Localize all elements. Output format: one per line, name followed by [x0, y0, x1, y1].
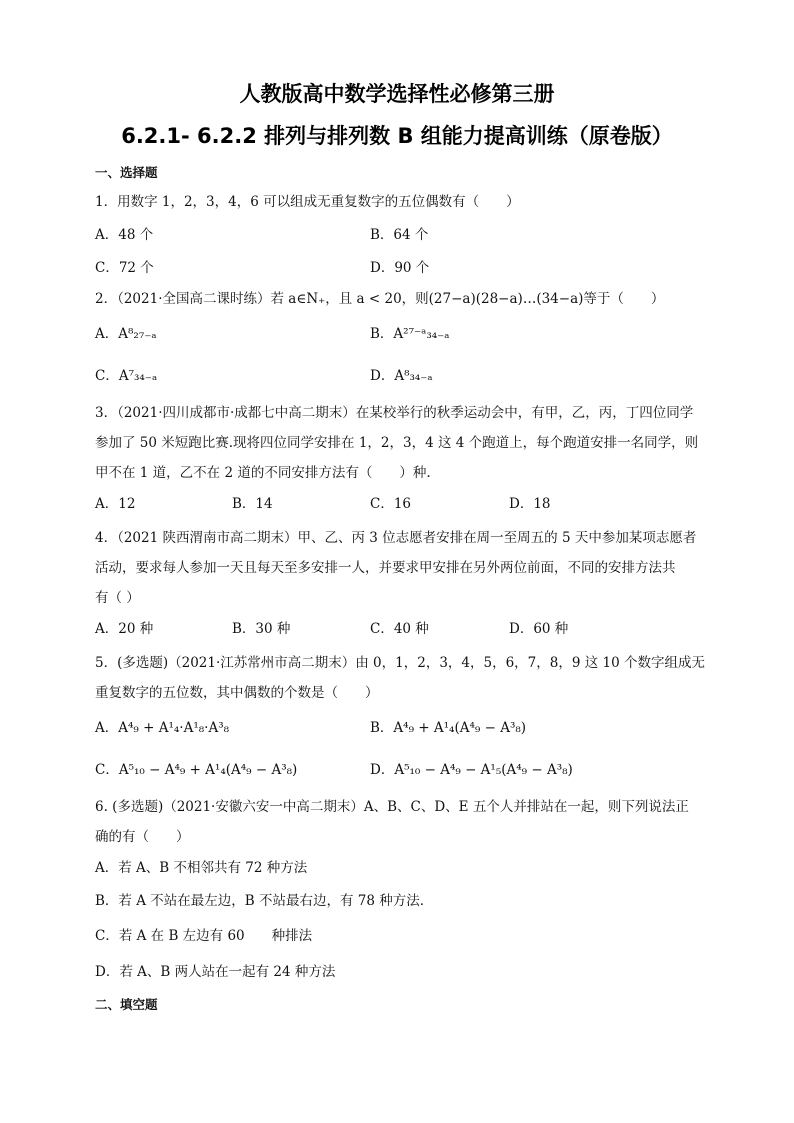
- question-4-option-c: C．40 种: [370, 621, 429, 637]
- question-1-option-a: A．48 个: [95, 227, 154, 243]
- question-1-option-c: C．72 个: [95, 260, 154, 276]
- question-6-line-2: 确的有（ ）: [95, 829, 190, 845]
- question-4-option-a: A．20 种: [95, 621, 154, 637]
- question-3-line-2: 参加了 50 米短跑比赛.现将四位同学安排在 1，2，3，4 这 4 个跑道上，每个跑道安排一名同学，则: [95, 435, 699, 451]
- question-3-option-c: C．16: [370, 496, 412, 512]
- question-5-option-b: B．A⁴₉ + A¹₄(A⁴₉ − A³₈): [370, 720, 527, 736]
- question-5-option-c: C．A⁵₁₀ − A⁴₉ + A¹₄(A⁴₉ − A³₈): [95, 762, 298, 778]
- question-5-option-d: D．A⁵₁₀ − A⁴₉ − A¹₅(A⁴₉ − A³₈): [370, 762, 573, 778]
- question-4-line-1: 4．（2021 陕西渭南市高二期末）甲、乙、丙 3 位志愿者安排在周一至周五的 5 天中参加某项志愿者: [95, 530, 697, 546]
- question-2-option-c: C．A⁷₃₄₋ₐ: [95, 368, 158, 384]
- question-4-line-3: 有（ ）: [95, 590, 140, 606]
- section-heading-fill: 二、填空题: [95, 997, 158, 1012]
- question-5-option-a: A．A⁴₉ + A¹₄·A¹₈·A³₈: [95, 720, 230, 736]
- question-1-option-b: B．64 个: [370, 227, 429, 243]
- question-1-stem: 1．用数字 1，2，3，4，6 可以组成无重复数字的五位偶数有（ ）: [95, 194, 520, 210]
- document-title: 人教版高中数学选择性必修第三册: [239, 82, 555, 106]
- question-6-option-c: C．若 A 在 B 左边有 60 种排法: [95, 928, 313, 944]
- question-5-line-2: 重复数字的五位数，其中偶数的个数是（ ）: [95, 685, 379, 701]
- question-3-line-3: 甲不在 1 道，乙不在 2 道的不同安排方法有（ ）种.: [95, 465, 431, 481]
- question-2-option-a: A．A⁸₂₇₋ₐ: [95, 326, 157, 342]
- question-6-option-a: A．若 A、B 不相邻共有 72 种方法: [95, 860, 308, 876]
- question-3-option-a: A．12: [95, 496, 136, 512]
- question-6-option-b: B．若 A 不站在最左边，B 不站最右边，有 78 种方法．: [95, 893, 434, 909]
- question-4-option-b: B．30 种: [232, 621, 291, 637]
- document-subtitle: 6.2.1- 6.2.2 排列与排列数 B 组能力提高训练（原卷版）: [121, 124, 673, 148]
- question-6-option-d: D．若 A、B 两人站在一起有 24 种方法: [95, 964, 336, 980]
- question-2-stem: 2．（2021·全国高二课时练）若 a∈N₊，且 a < 20，则(27−a)(28−a)…(34−a)等于（ ）: [95, 291, 665, 307]
- question-4-option-d: D．60 种: [509, 621, 569, 637]
- question-3-line-1: 3．（2021·四川成都市·成都七中高二期末）在某校举行的秋季运动会中，有甲，乙，丙，丁四位同学: [95, 405, 694, 421]
- question-6-line-1: 6. (多选题)（2021·安徽六安一中高二期末）A、B、C、D、E 五个人并排站在一起，则下列说法正: [95, 799, 689, 815]
- question-3-option-d: D．18: [509, 496, 551, 512]
- question-2-option-b: B．A²⁷⁻ᵃ₃₄₋ₐ: [370, 326, 450, 342]
- question-3-option-b: B．14: [232, 496, 273, 512]
- section-heading-choice: 一、选择题: [95, 165, 158, 180]
- question-1-option-d: D．90 个: [370, 260, 430, 276]
- question-5-line-1: 5．(多选题)（2021·江苏常州市高二期末）由 0，1，2，3，4，5，6，7，8，9 这 10 个数字组成无: [95, 655, 706, 671]
- question-2-option-d: D．A⁸₃₄₋ₐ: [370, 368, 433, 384]
- question-4-line-2: 活动，要求每人参加一天且每天至多安排一人，并要求甲安排在另外两位前面，不同的安排方法共: [95, 560, 676, 576]
